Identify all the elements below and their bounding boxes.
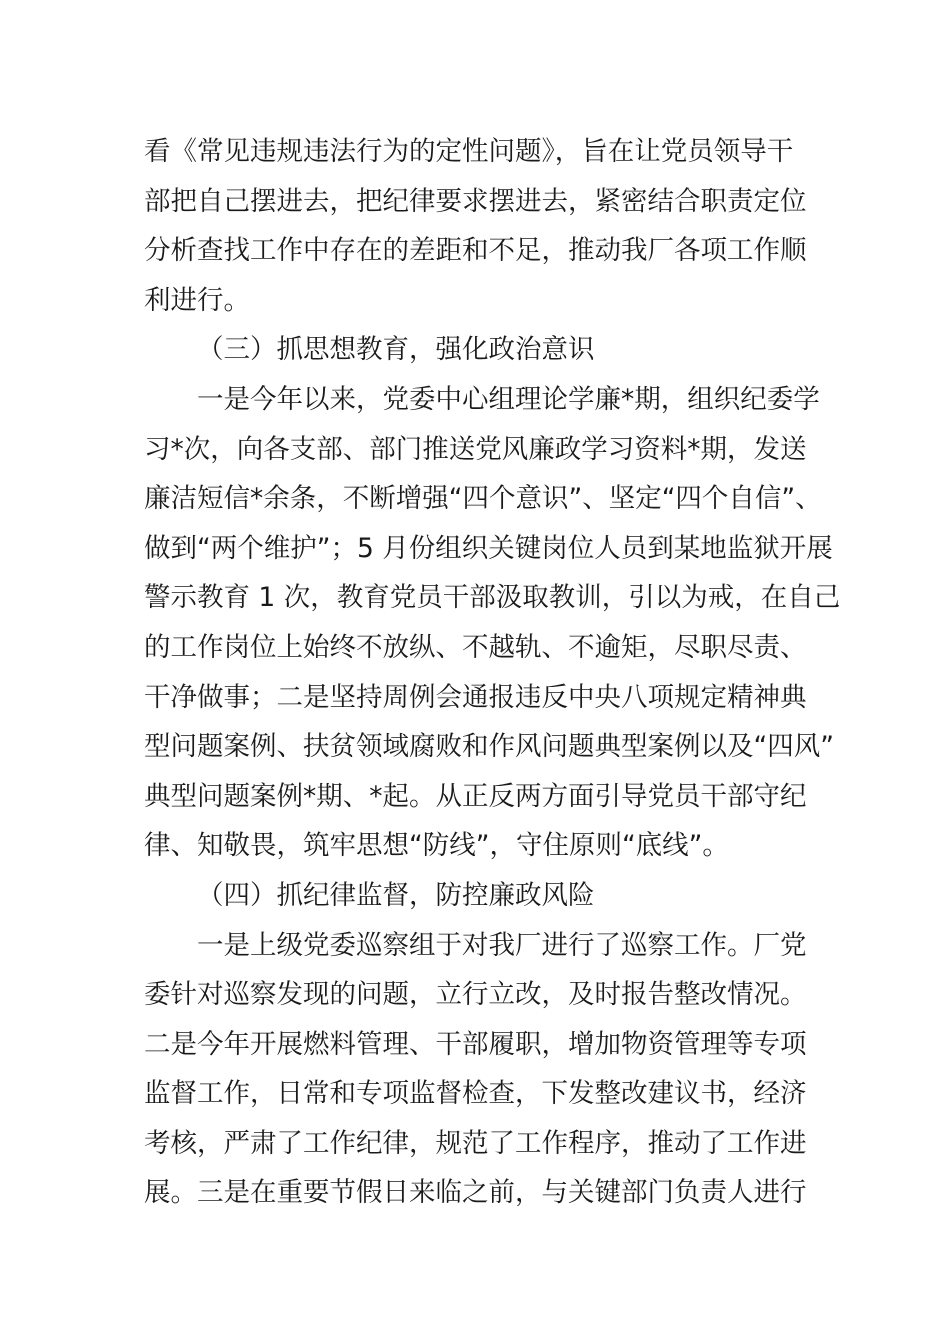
paragraph-line: 律、知敬畏，筑牢思想“防线”，守住原则“底线”。 [144, 830, 729, 862]
paragraph-line: 展。三是在重要节假日来临之前，与关键部门负责人进行 [144, 1177, 807, 1209]
paragraph-line: 警示教育 1 次，教育党员干部汲取教训，引以为戒，在自己 [144, 582, 841, 614]
paragraph-line: 监督工作，日常和专项监督检查，下发整改建议书，经济 [144, 1078, 807, 1110]
paragraph-line: 考核，严肃了工作纪律，规范了工作程序，推动了工作进 [144, 1127, 807, 1159]
paragraph-line: 典型问题案例*期、*起。从正反两方面引导党员干部守纪 [144, 780, 807, 812]
paragraph-line: 的工作岗位上始终不放纵、不越轨、不逾矩，尽职尽责、 [144, 631, 807, 663]
paragraph-line: 廉洁短信*余条，不断增强“四个意识”、坚定“四个自信”、 [144, 483, 822, 515]
section-heading-3: （三）抓思想教育，强化政治意识 [197, 334, 595, 366]
paragraph-line: 部把自己摆进去，把纪律要求摆进去，紧密结合职责定位 [144, 185, 807, 217]
paragraph-line: 做到“两个维护”；5 月份组织关键岗位人员到某地监狱开展 [144, 532, 833, 564]
paragraph-line: 看《常见违规违法行为的定性问题》，旨在让党员领导干 [144, 136, 794, 167]
paragraph-line: 利进行。 [144, 284, 250, 316]
paragraph-line: 型问题案例、扶贫领域腐败和作风问题典型案例以及“四风” [144, 731, 834, 763]
paragraph-line: 分析查找工作中存在的差距和不足，推动我厂各项工作顺 [144, 235, 807, 267]
paragraph-line: 二是今年开展燃料管理、干部履职，增加物资管理等专项 [144, 1028, 807, 1060]
paragraph-line: 一是上级党委巡察组于对我厂进行了巡察工作。厂党 [197, 929, 807, 961]
paragraph-line: 一是今年以来，党委中心组理论学廉*期，组织纪委学 [197, 383, 820, 415]
paragraph-line: 习*次，向各支部、部门推送党风廉政学习资料*期，发送 [144, 433, 807, 465]
paragraph-line: 干净做事；二是坚持周例会通报违反中央八项规定精神典 [144, 681, 807, 713]
paragraph-line: 委针对巡察发现的问题，立行立改，及时报告整改情况。 [144, 979, 807, 1011]
section-heading-4: （四）抓纪律监督，防控廉政风险 [197, 879, 595, 911]
document-body [144, 127, 841, 1218]
